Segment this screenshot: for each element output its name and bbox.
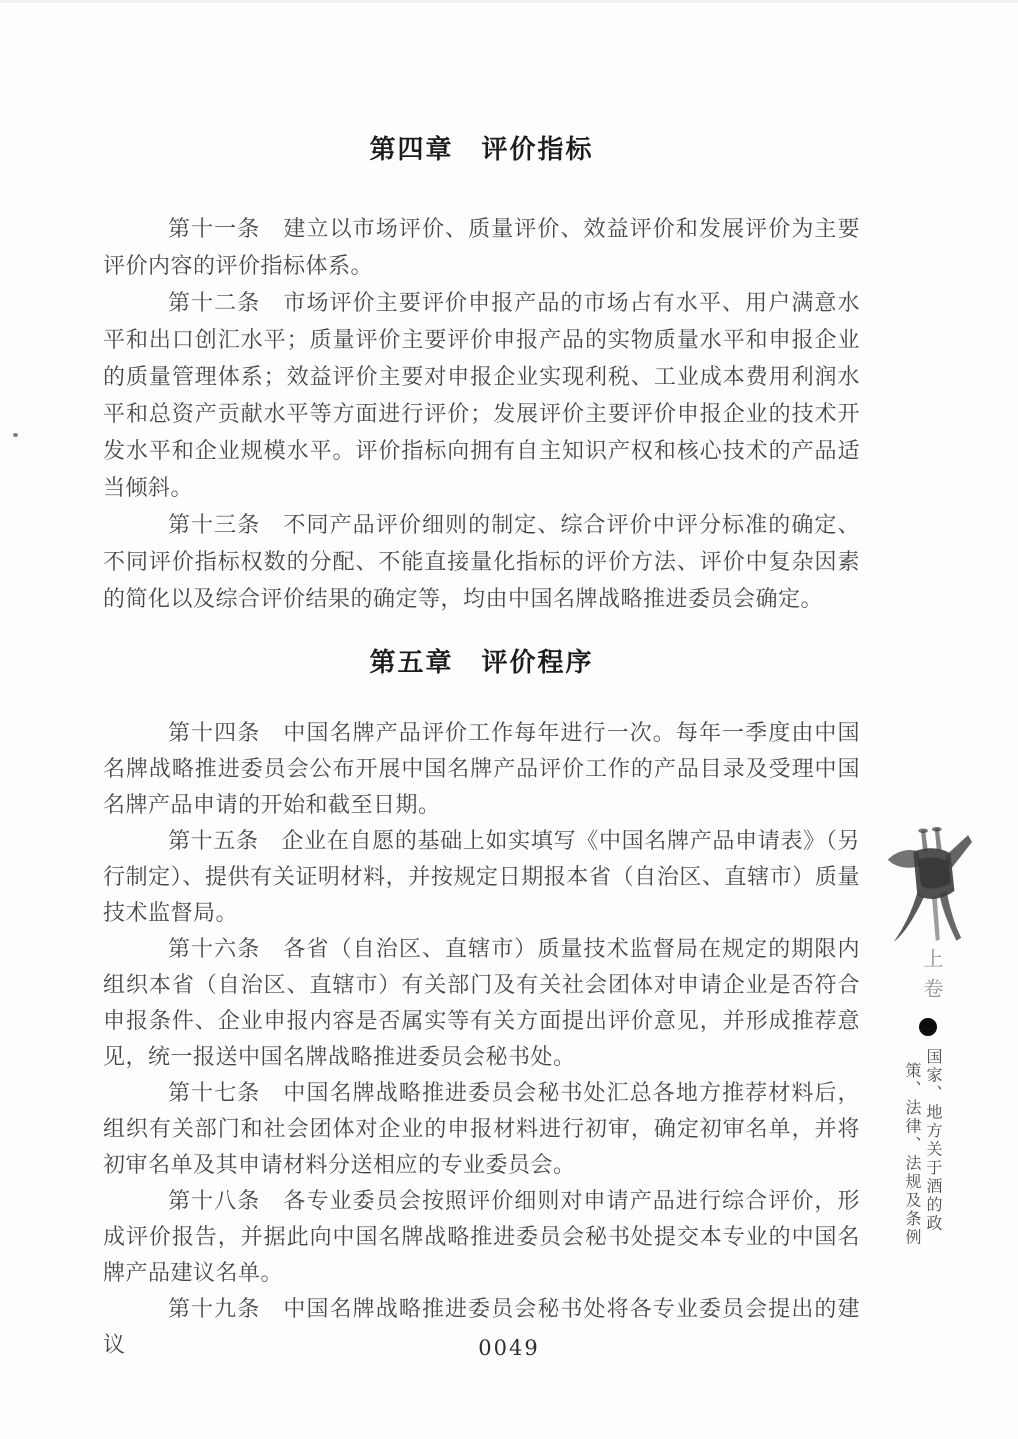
caption-column-1: 国家、地方关于酒的政 [924,1048,943,1233]
main-text-column [103,132,860,1363]
article-11: 第十一条 建立以市场评价、质量评价、效益评价和发展评价为主要评价内容的评价指标体系。 [103,216,860,278]
article-19-partial: 第十九条 中国名牌战略推进委员会秘书处将各专业委员会提出的建议 [103,1296,860,1357]
scan-artifact-speck [13,433,18,437]
article-13: 第十三条 不同产品评价细则的制定、综合评价中评分标准的确定、不同评价指标权数的分配、不能直接量化指标的评价方法、评价中复杂因素的简化以及综合评价结果的确定等，均由中国名牌战略推进委员会确定。 [103,512,860,611]
article-18: 第十八条 各专业委员会按照评价细则对申请产品进行综合评价，形成评价报告，并据此向中国名牌战略推进委员会秘书处提交本专业的中国名牌产品建议名单。 [103,1188,860,1285]
article-16: 第十六条 各省（自治区、直辖市）质量技术监督局在规定的期限内组织本省（自治区、直辖市）有关部门及有关社会团体对申请企业是否符合申报条件、企业申报内容是否属实等有关方面提出评价意见，并形成推荐意见，统一报送中国名牌战略推进委员会秘书处。 [103,936,860,1069]
chapter-5-block [103,645,860,1363]
article-14: 第十四条 中国名牌产品评价工作每年进行一次。每年一季度由中国名牌战略推进委员会公布开展中国名牌产品评价工作的产品目录及受理中国名牌产品申请的开始和截至日期。 [103,720,860,817]
article-12: 第十二条 市场评价主要评价申报产品的市场占有水平、用户满意水平和出口创汇水平；质量评价主要评价申报产品的实物质量水平和申报企业的质量管理体系；效益评价主要对申报企业实现利税、工业成本费用利润水平和总资产贡献水平等方面进行评价；发展评价主要评价申报企业的技术开发水平和企业规模水平。评价指标向拥有自主知识产权和核心技术的产品适当倾斜。 [103,290,860,500]
bullet-dot-icon [919,1018,937,1036]
chapter-4-block [103,132,860,617]
volume-label: 上卷 [920,948,944,1008]
article-15: 第十五条 企业在自愿的基础上如实填写《中国名牌产品申请表》（另行制定）、提供有关证明材料，并按规定日期报本省（自治区、直辖市）质量技术监督局。 [103,828,860,925]
chapter-5-heading: 第五章 评价程序 [369,647,594,677]
wine-vessel-stamp-icon [884,826,972,944]
series-caption-vertical [902,1048,944,1248]
article-17: 第十七条 中国名牌战略推进委员会秘书处汇总各地方推荐材料后，组织有关部门和社会团体对企业的申报材料进行初审，确定初审名单，并将初审名单及其申请材料分送相应的专业委员会。 [103,1080,860,1177]
page-number: 0049 [478,1336,540,1360]
caption-column-2: 策、法律、法规及条例 [903,1062,922,1247]
chapter-4-heading: 第四章 评价指标 [369,134,594,164]
